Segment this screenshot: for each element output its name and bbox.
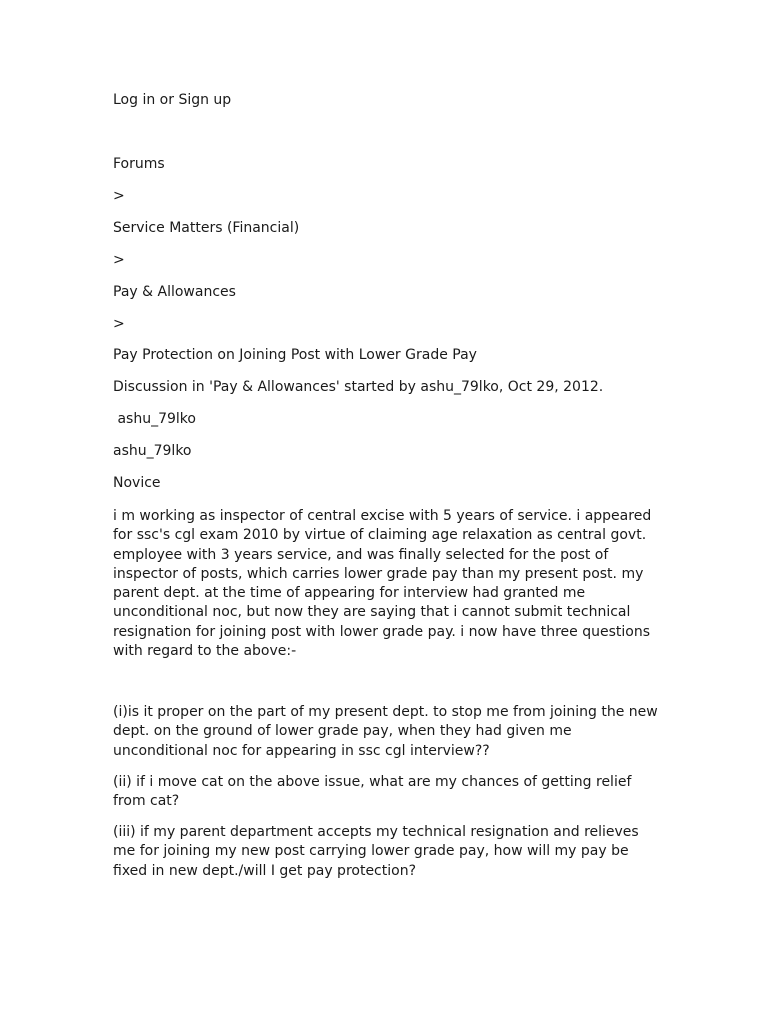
- thread-title: Pay Protection on Joining Post with Lower Grade Pay: [113, 347, 477, 363]
- post-paragraph: (i)is it proper on the part of my present dept. to stop me from joining the new dept. on the ground of lower grade pay, when they had given me unconditional noc for appearing in ssc cgl interview??: [113, 704, 658, 759]
- post-paragraph: i m working as inspector of central excise with 5 years of service. i appeared for ssc's cgl exam 2010 by virtue of claiming age relaxation as central govt. employee with 3 years service, and was finally selected for the post of inspector of posts, which carries lower grade pay than my present post. my parent dept. at the time of appearing for interview had granted me unconditional noc, but now they are saying that i cannot submit technical resignation for joining post with lower grade pay. i now have three questions with regard to the above:-: [113, 508, 652, 660]
- avatar[interactable]: ashu_79lko: [113, 411, 196, 427]
- user-title: Novice: [113, 475, 161, 491]
- thread-meta: Discussion in 'Pay & Allowances' started by ashu_79lko, Oct 29, 2012.: [113, 379, 604, 395]
- breadcrumb-forums[interactable]: Forums: [113, 156, 165, 172]
- breadcrumb-pay-allowances[interactable]: Pay & Allowances: [113, 284, 236, 300]
- breadcrumb-separator: >: [113, 188, 125, 204]
- post-paragraph: (ii) if i move cat on the above issue, what are my chances of getting relief from cat?: [113, 774, 632, 810]
- breadcrumb-separator: >: [113, 252, 125, 268]
- breadcrumb-service-matters[interactable]: Service Matters (Financial): [113, 220, 300, 236]
- post-username[interactable]: ashu_79lko: [113, 443, 192, 459]
- login-signup-link[interactable]: Log in or Sign up: [113, 92, 232, 108]
- breadcrumb-separator: >: [113, 316, 125, 332]
- post-paragraph: (iii) if my parent department accepts my technical resignation and relieves me for joining my new post carrying lower grade pay, how will my pay be fixed in new dept./will I get pay protection?: [113, 824, 639, 879]
